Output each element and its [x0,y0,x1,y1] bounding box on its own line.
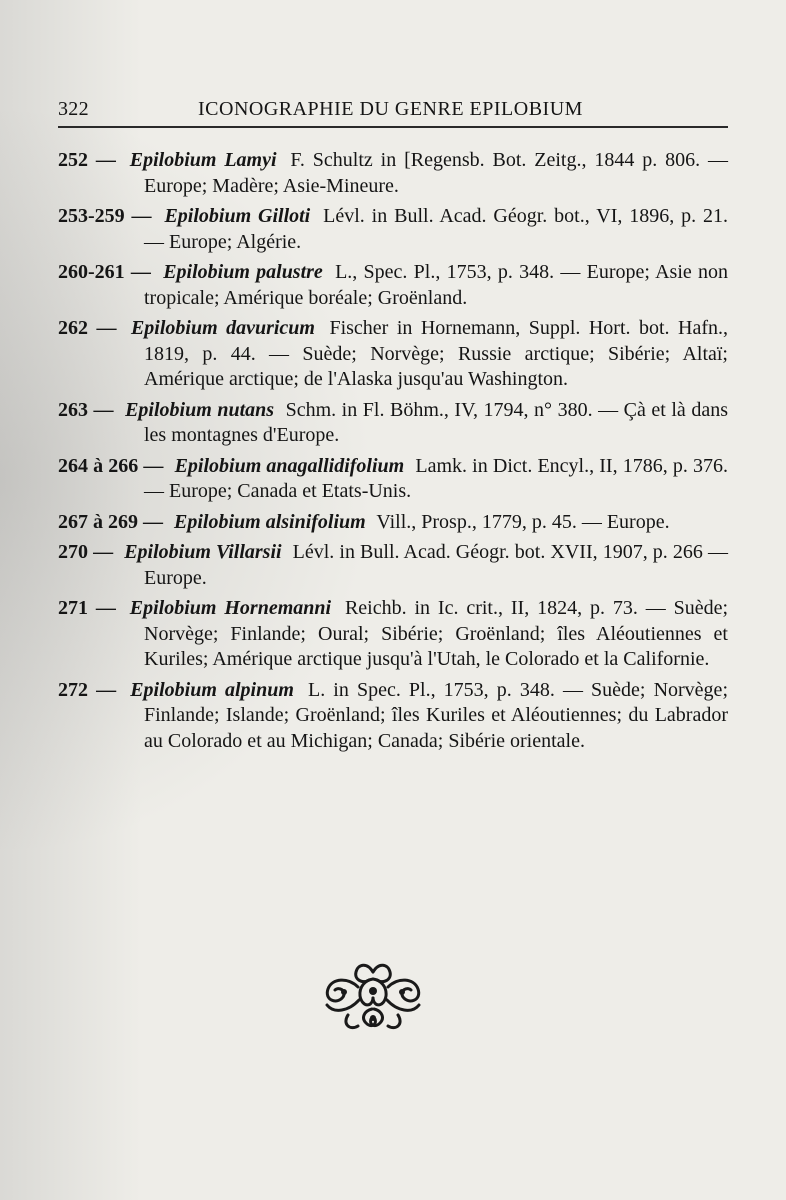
list-item [58,454,728,505]
list-item [58,596,728,673]
entry-description: L., Spec. Pl., 1753, p. 348. — Europe; Asie non tropicale; Amérique boréale; Groënland. [144,261,729,309]
entry-description: F. Schultz in [Regensb. Bot. Zeitg., 1844 p. 806. — Europe; Madère; Asie-Mineure. [144,149,728,197]
list-item [58,398,728,449]
entry-description: Schm. in Fl. Böhm., IV, 1794, n° 380. — Çà et là dans les montagnes d'Europe. [144,398,729,446]
entry-number: 264 à 266 — [58,454,164,477]
list-item [58,260,728,311]
entry-description: L. in Spec. Pl., 1753, p. 348. — Suède; Norvège; Finlande; Islande; Groënland; îles Kuriles et Aléoutiennes; du Labrador au Colorado et au Michigan; Canada; Sibérie orientale. [144,678,728,752]
species-name: Epilobium Lamyi [129,149,277,171]
species-name: Epilobium nutans [125,398,275,421]
page-header [58,92,728,124]
species-name: Epilobium Villarsii [124,541,282,563]
entry-description: Fischer in Hornemann, Suppl. Hort. bot. Hafn., 1819, p. 44. — Suède; Norvège; Russie arctique; Sibérie; Altaï; Amérique arctique; de l'Alaska jusqu'au Washington. [144,317,728,390]
running-title: ICONOGRAPHIE DU GENRE EPILOBIUM [198,98,583,120]
list-item [58,678,728,755]
page-number: 322 [58,98,89,120]
list-item [58,148,728,199]
list-item [58,316,728,393]
species-list [58,148,728,759]
list-item [58,540,728,591]
entry-number: 260-261 — [58,261,151,283]
entry-number: 272 — [58,678,117,701]
species-name: Epilobium palustre [163,261,323,283]
entry-description: Lamk. in Dict. Encyl., II, 1786, p. 376. — Europe; Canada et Etats-Unis. [144,454,729,502]
entry-number: 270 — [58,541,114,563]
entry-description: Lévl. in Bull. Acad. Géogr. bot. XVII, 1907, p. 266 — Europe. [144,541,728,589]
entry-number: 253-259 — [58,205,152,227]
list-item [58,510,728,536]
species-name: Epilobium alsinifolium [174,510,366,533]
entry-number: 252 — [58,149,116,171]
species-name: Epilobium alpinum [130,678,294,701]
species-name: Epilobium davuricum [130,317,315,339]
ornament-icon [314,962,432,1034]
species-name: Epilobium anagallidifolium [174,454,405,477]
entry-description: Vill., Prosp., 1779, p. 45. — Europe. [376,510,670,533]
entry-number: 263 — [58,398,114,421]
entry-number: 271 — [58,597,116,619]
header-rule [58,126,728,128]
entry-number: 267 à 269 — [58,510,163,533]
species-name: Epilobium Hornemanni [129,597,332,619]
entry-number: 262 — [58,317,117,339]
entry-description: Lévl. in Bull. Acad. Géogr. bot., VI, 1896, p. 21. — Europe; Algérie. [144,205,729,253]
species-name: Epilobium Gilloti [164,205,311,227]
list-item [58,204,728,255]
entry-description: Reichb. in Ic. crit., II, 1824, p. 73. — Suède; Norvège; Finlande; Oural; Sibérie; Groënland; îles Aléoutiennes et Kuriles; Amérique arctique jusqu'à l'Utah, le Colorado et la Californie. [144,597,729,670]
